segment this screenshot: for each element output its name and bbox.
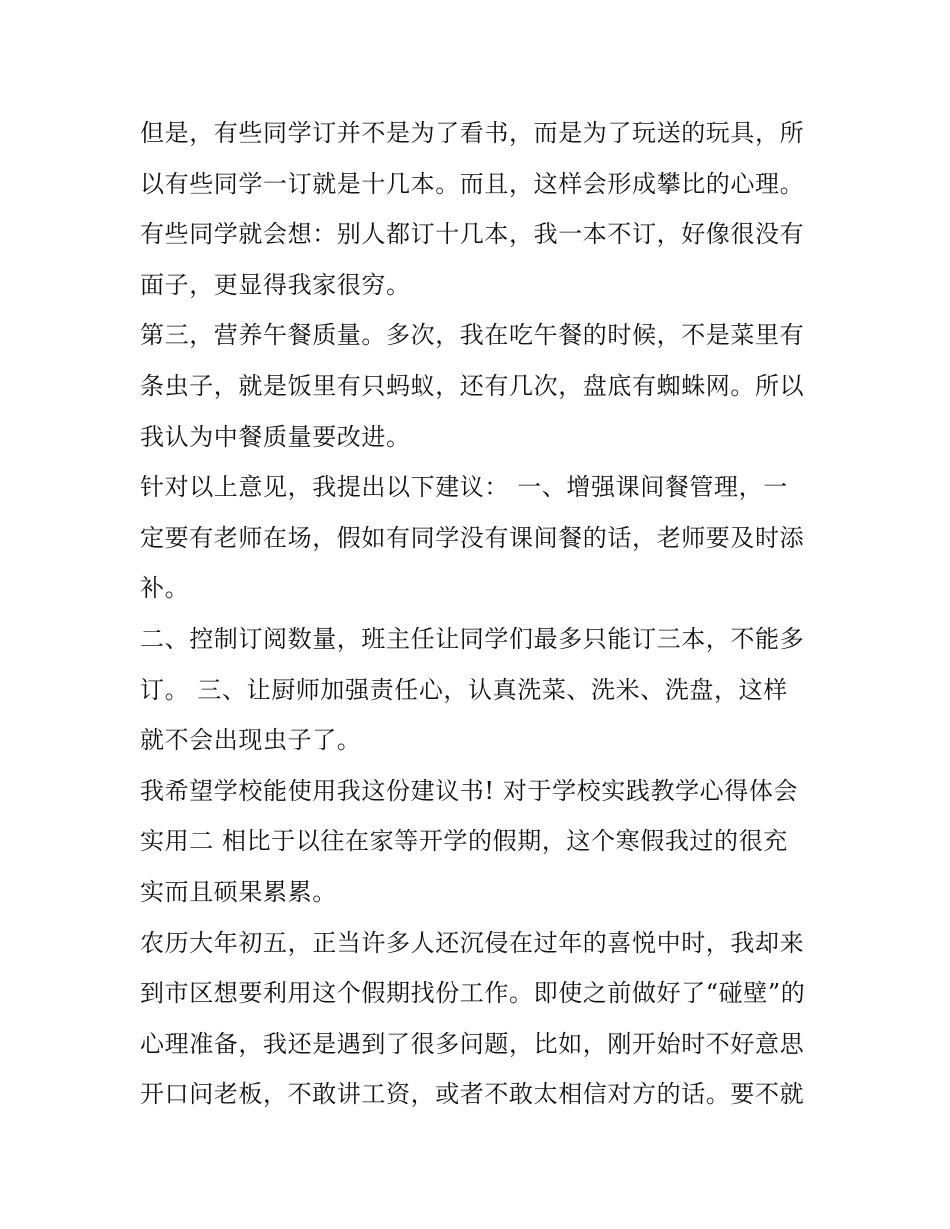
text-line: 开口问老板，不敢讲工资，或者不敢太相信对方的话。要不就 xyxy=(140,1080,805,1109)
text-line: 定要有老师在场，假如有同学没有课间餐的话，老师要及时添 xyxy=(140,523,805,552)
text-line: 农历大年初五，正当许多人还沉侵在过年的喜悦中时，我却来 xyxy=(140,928,805,957)
text-line: 实用二 相比于以往在家等开学的假期，这个寒假我过的很充 xyxy=(140,827,788,856)
text-line: 面子，更显得我家很穷。 xyxy=(140,270,411,299)
text-line: 条虫子，就是饭里有只蚂蚁，还有几次，盘底有蜘蛛网。所以 xyxy=(140,371,805,400)
text-line: 我认为中餐质量要改进。 xyxy=(140,422,411,451)
text-line: 我希望学校能使用我这份建议书! 对于学校实践教学心得体会 xyxy=(140,776,799,805)
text-line: 以有些同学一订就是十几本。而且，这样会形成攀比的心理。 xyxy=(140,169,805,198)
text-line: 第三，营养午餐质量。多次，我在吃午餐的时候，不是菜里有 xyxy=(140,321,805,350)
text-line: 心理准备，我还是遇到了很多问题，比如，刚开始时不好意思 xyxy=(140,1029,805,1058)
text-line: 但是，有些同学订并不是为了看书，而是为了玩送的玩具，所 xyxy=(140,119,805,147)
text-line: 针对以上意见，我提出以下建议： 一、增强课间餐管理，一 xyxy=(140,473,788,502)
text-line: 二、控制订阅数量，班主任让同学们最多只能订三本，不能多 xyxy=(140,624,805,653)
text-line: 实而且硕果累累。 xyxy=(140,877,337,906)
text-line: 补。 xyxy=(140,574,190,603)
text-line: 有些同学就会想：别人都订十几本，我一本不订，好像很没有 xyxy=(140,220,805,249)
text-line: 就不会出现虫子了。 xyxy=(140,726,362,755)
text-line: 到市区想要利用这个假期找份工作。即使之前做好了“碰壁”的 xyxy=(140,979,806,1008)
text-line: 订。 三、让厨师加强责任心，认真洗菜、洗米、洗盘，这样 xyxy=(140,675,788,704)
document-body xyxy=(140,108,820,1120)
